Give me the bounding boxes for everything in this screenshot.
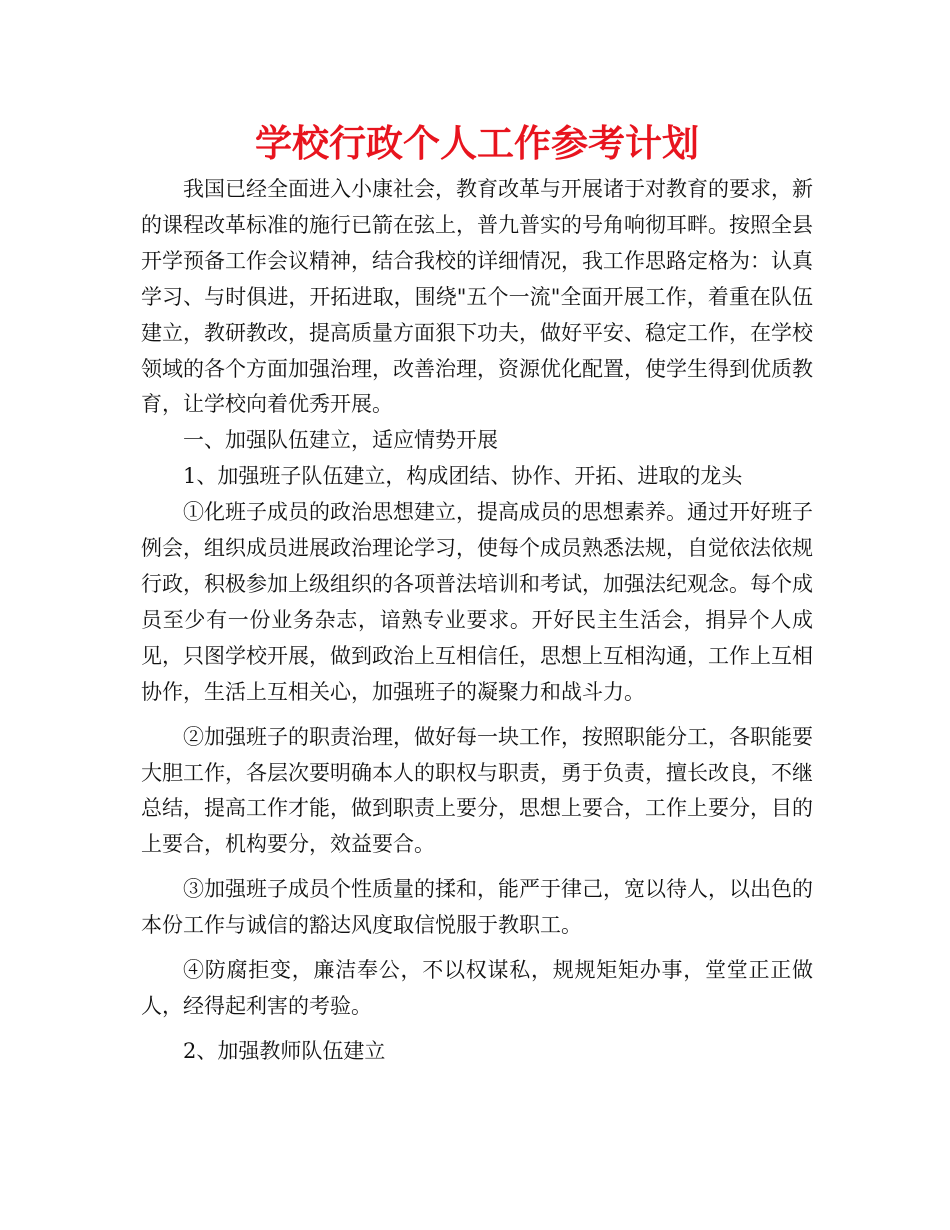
paragraph-item-3: ③加强班子成员个性质量的揉和，能严于律己，宽以待人，以出色的本份工作与诚信的豁达风度取信悦服于教职工。: [141, 877, 813, 938]
document-title: 学校行政个人工作参考计划: [255, 122, 699, 165]
document-page: [141, 116, 813, 1070]
heading-section-1: 一、加强队伍建立，适应情势开展: [183, 428, 498, 453]
heading-subsection-2: 2、加强教师队伍建立: [183, 1038, 386, 1063]
heading-subsection-1: 1、加强班子队伍建立，构成团结、协作、开拓、进取的龙头: [183, 464, 743, 489]
document-body: [141, 172, 813, 1070]
paragraph-item-4: ④防腐拒变，廉洁奉公，不以权谋私，规规矩矩办事，堂堂正正做人，经得起利害的考验。: [141, 958, 813, 1018]
paragraph-item-2: ②加强班子的职责治理，做好每一块工作，按照职能分工，各职能要大胆工作，各层次要明确本人的职权与职责，勇于负责，擅长改良，不继总结，提高工作才能，做到职责上要分，思想上要合，工作上要分，目的上要合，机构要分，效益要合。: [141, 724, 813, 857]
paragraph-intro: 我国已经全面进入小康社会，教育改革与开展诸于对教育的要求，新的课程改革标准的施行已箭在弦上，普九普实的号角响彻耳畔。按照全县开学预备工作会议精神，结合我校的详细情况，我工作思路定格为：认真学习、与时俱进，开拓进取，围绕"五个一流"全面开展工作，着重在队伍建立，教研教改，提高质量方面狠下功夫，做好平安、稳定工作，在学校领域的各个方面加强治理，改善治理，资源优化配置，使学生得到优质教育，让学校向着优秀开展。: [141, 177, 813, 417]
paragraph-item-1: ①化班子成员的政治思想建立，提高成员的思想素养。通过开好班子例会，组织成员进展政治理论学习，使每个成员熟悉法规，自觉依法依规行政，积极参加上级组织的各项普法培训和考试，加强法纪观念。每个成员至少有一份业务杂志，谙熟专业要求。开好民主生活会，捐异个人成见，只图学校开展，做到政治上互相信任，思想上互相沟通，工作上互相协作，生活上互相关心，加强班子的凝聚力和战斗力。: [141, 500, 813, 704]
